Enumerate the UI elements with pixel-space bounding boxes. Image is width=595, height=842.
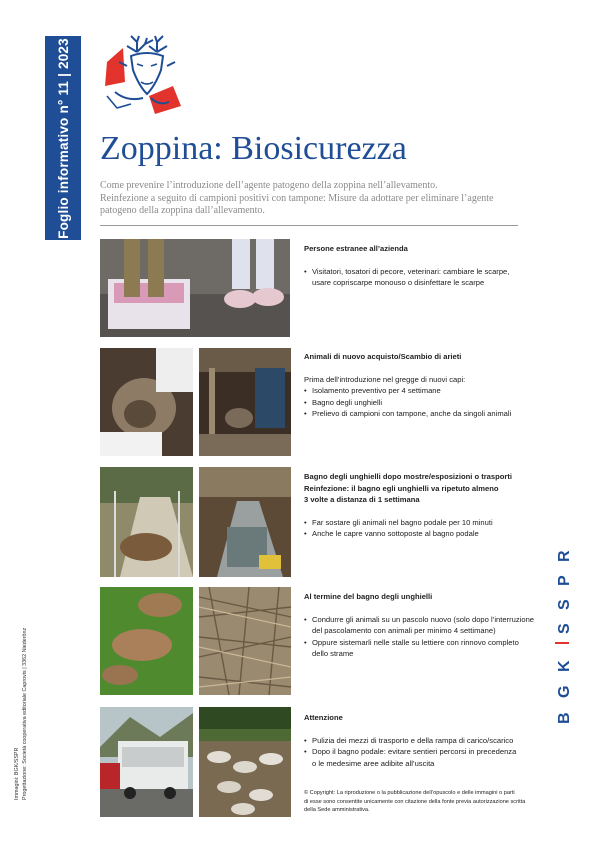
bullet-line: Dopo il bagno podale: evitare sentieri percorsi in precedenza <box>312 747 517 756</box>
subtitle-line: Come prevenire l’introduzione dell’agente patogeno della zoppina nell’allevamento. <box>100 180 438 191</box>
brand-letter: S <box>556 623 573 634</box>
section-hoof-bath <box>304 471 540 540</box>
photo-transport-truck <box>100 707 193 817</box>
photo-hoof-trimming <box>100 348 193 456</box>
section-new-animals <box>304 351 540 420</box>
brand-letter: B <box>556 712 573 724</box>
bullet-line: usare copriscarpe monouso o disinfettare le scarpe <box>312 278 485 287</box>
bullet-item: • Pulizia dei mezzi di trasporto e della rampa di carico/scarico <box>304 735 540 747</box>
divider <box>100 225 518 226</box>
brand-letter: P <box>556 575 573 586</box>
bullet-line: Condurre gli animali su un pascolo nuovo (solo dopo l’interruzione <box>312 614 535 624</box>
credits-line: Immagini: BGK/SSPR <box>14 747 20 800</box>
bullet-item: • Bagno degli unghielli <box>304 397 540 409</box>
brand-divider <box>555 642 569 644</box>
copyright-line: © Copyright: La riproduzione o la pubblicazione dell’opuscolo e delle immagini o parti <box>304 790 515 796</box>
photo-boots-footbath <box>100 239 290 337</box>
section-heading: Persone estranee all’azienda <box>304 244 408 253</box>
photo-sheep-pasture <box>100 587 193 695</box>
section-intro: Prima dell’introduzione nel gregge di nuovi capi: <box>304 374 466 384</box>
page-title: Zoppina: Biosicurezza <box>100 130 407 167</box>
bullet-item <box>304 266 540 289</box>
bullet-line: Visitatori, tosatori di pecore, veterinari: cambiare le scarpe, <box>312 266 510 276</box>
section-heading-line: Bagno degli unghielli dopo mostre/esposizioni o trasporti <box>304 472 512 481</box>
bullet-line: dello strame <box>312 649 354 658</box>
section-heading: Al termine del bagno degli unghielli <box>304 592 433 601</box>
sidebar-label-wrap <box>45 36 81 240</box>
bullet-item: • Far sostare gli animali nel bagno podale per 10 minuti <box>304 517 540 529</box>
section-heading-line: 3 volte a distanza di 1 settimana <box>304 495 420 504</box>
bullet-item: • Prelievo di campioni con tampone, anche da singoli animali <box>304 408 540 420</box>
bullet-line: o le medesime aree adibite all’uscita <box>312 758 435 768</box>
photo-footbath-trough <box>199 467 291 577</box>
brand-letter: R <box>556 550 573 562</box>
section-heading-line: Reinfezione: il bagno egli unghielli va ripetuto almeno <box>304 483 499 493</box>
bullet-item <box>304 614 540 637</box>
bullet-item: • Anche le capre vanno sottoposte al bagno podale <box>304 528 540 540</box>
copyright-line: di esse sono consentite unicamente con citazione della fonte previa autorizzazione scritta <box>304 798 526 805</box>
brand-letter: G <box>556 685 573 698</box>
image-credits <box>14 628 29 800</box>
subtitle-line: patogeno della zoppina dall’allevamento. <box>100 205 265 216</box>
copyright-line: della Sede amministrativa. <box>304 807 370 813</box>
subtitle-line: Reinfezione a seguito di campioni positivi con tampone: Misure da adottare per eliminare l’agente <box>100 192 494 204</box>
brand-letter: K <box>556 660 573 672</box>
photo-straw-bedding <box>199 587 291 695</box>
photo-sheep-stable <box>199 348 291 456</box>
section-visitors <box>304 243 540 289</box>
deer-logo-icon <box>97 36 189 120</box>
bullet-line: del pascolamento con animali per minimo 4 settimane) <box>312 626 496 635</box>
credits-line: Progettazione: Società cooperativa editoriale Caprovis | 3362 Niederönz <box>21 627 28 800</box>
photo-sheep-path <box>199 707 291 817</box>
section-after-bath <box>304 591 540 660</box>
bullet-item <box>304 746 540 769</box>
sidebar-label: Foglio informativo n° 11 | 2023 <box>55 37 71 239</box>
bullet-line: Oppure sistemarli nelle stalle su lettiere con rinnovo completo <box>312 637 519 647</box>
section-attention <box>304 712 540 769</box>
copyright-notice <box>304 789 540 815</box>
bullet-item: • Isolamento preventivo per 4 settimane <box>304 385 540 397</box>
photo-footbath-corridor <box>100 467 193 577</box>
page-subtitle <box>100 180 510 218</box>
section-heading: Animali di nuovo acquisto/Scambio di arieti <box>304 352 462 361</box>
bullet-item <box>304 637 540 660</box>
brand-letter: S <box>556 599 573 610</box>
section-heading: Attenzione <box>304 713 343 722</box>
brand-mark <box>553 552 571 732</box>
